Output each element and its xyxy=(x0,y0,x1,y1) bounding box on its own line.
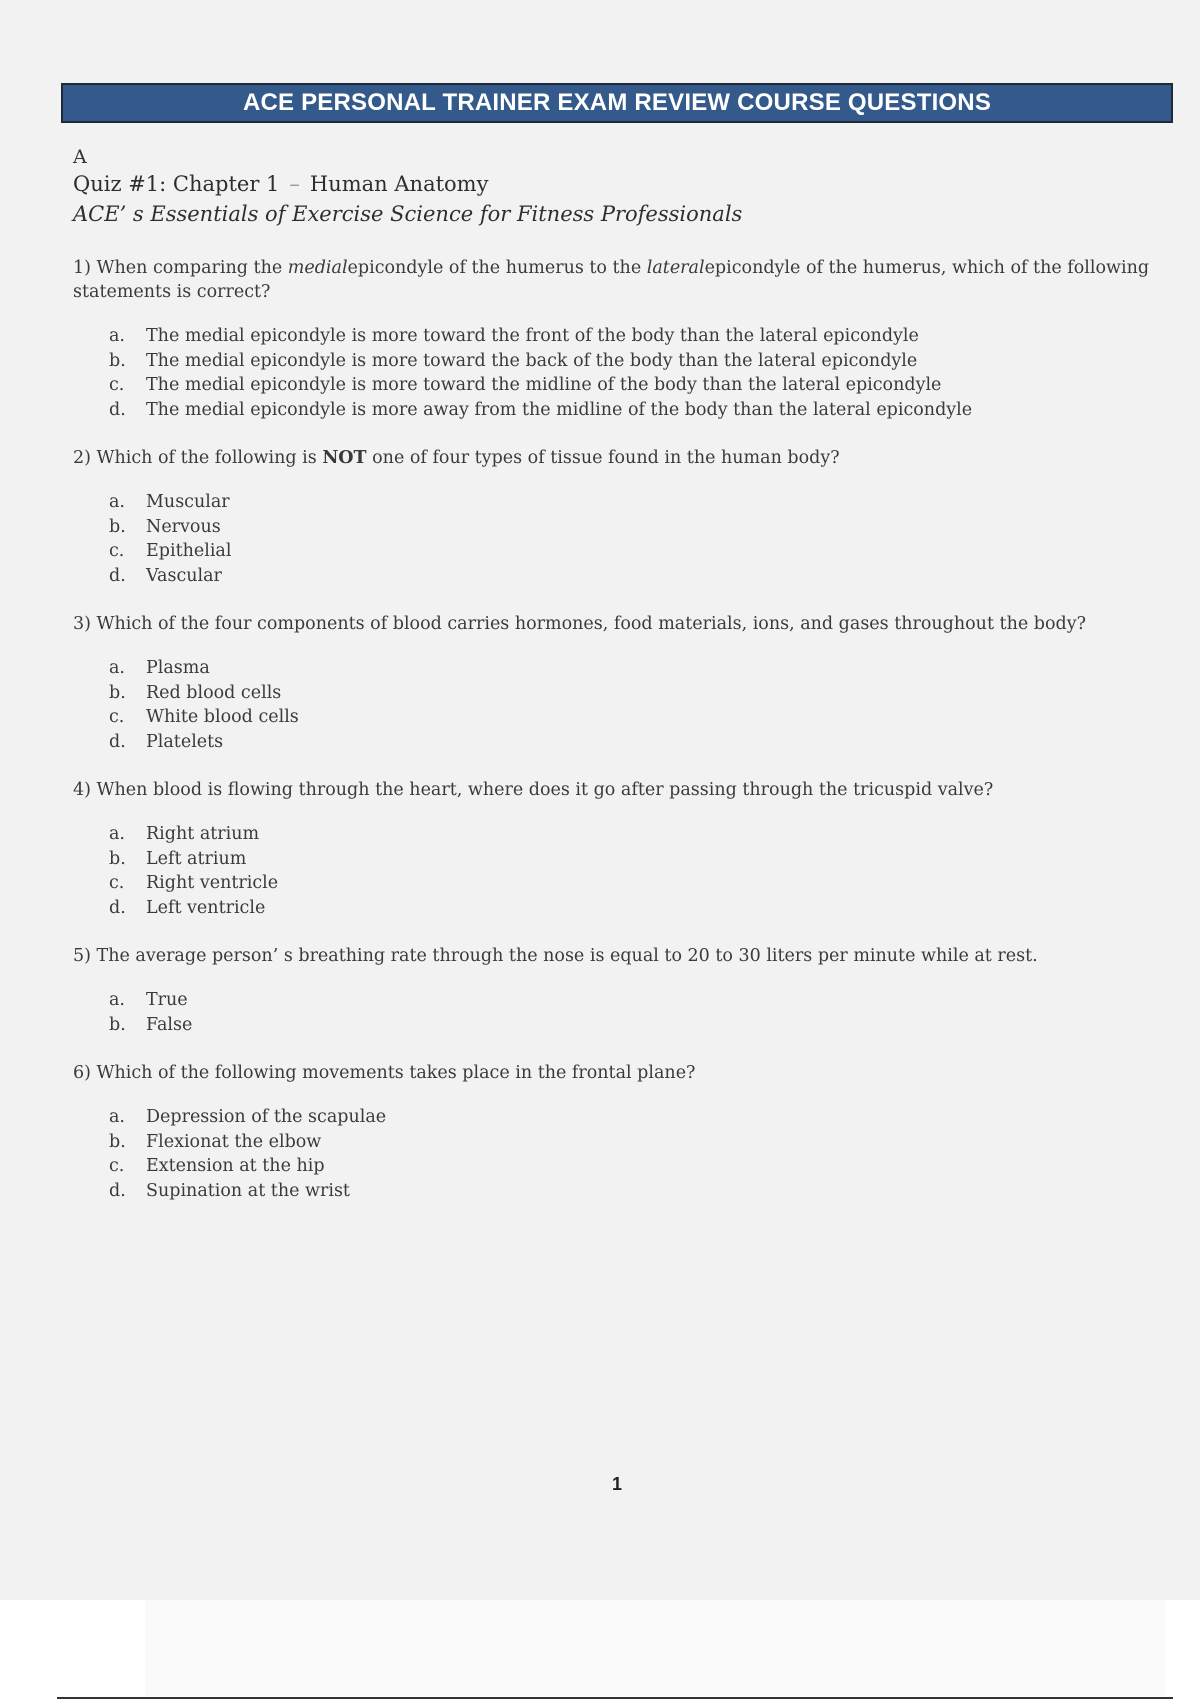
option-item xyxy=(109,349,1153,374)
option-label: a. xyxy=(109,326,125,346)
option-item xyxy=(109,564,1153,589)
question-text-part: one of four types of tissue found in the human body? xyxy=(366,448,840,468)
option-label: d. xyxy=(109,1180,126,1201)
option-text: Extension at the hip xyxy=(146,1156,325,1176)
option-label: b. xyxy=(109,848,126,869)
option-text: Left atrium xyxy=(146,848,247,869)
option-label: b. xyxy=(109,1131,126,1152)
option-list xyxy=(73,822,1153,920)
option-label: d. xyxy=(109,897,126,918)
option-item xyxy=(109,1105,1153,1130)
option-item xyxy=(109,730,1153,755)
option-text: Right ventricle xyxy=(146,873,279,893)
question-6 xyxy=(73,1061,1153,1203)
option-item xyxy=(109,515,1153,540)
option-text: Red blood cells xyxy=(146,682,282,703)
book-subtitle: ACE’ s Essentials of Exercise Science for Fitness Professionals xyxy=(73,202,743,226)
option-label: c. xyxy=(109,541,125,561)
quiz-topic: Human Anatomy xyxy=(309,172,489,196)
option-item xyxy=(109,847,1153,872)
question-3 xyxy=(73,612,1153,754)
option-text: White blood cells xyxy=(146,707,299,727)
quiz-title xyxy=(73,172,488,196)
option-list xyxy=(73,490,1153,588)
question-4 xyxy=(73,778,1153,920)
option-list xyxy=(73,988,1153,1037)
option-label: a. xyxy=(109,990,125,1010)
question-text: 4) When blood is flowing through the heart, where does it go after passing through the tricuspid valve? xyxy=(73,780,994,800)
option-text: Plasma xyxy=(146,658,210,678)
option-text: The medial epicondyle is more toward the back of the body than the lateral epicondyle xyxy=(146,350,918,371)
question-text-part: epicondyle of the humerus to the xyxy=(347,258,647,278)
option-item xyxy=(109,822,1153,847)
page-number: 1 xyxy=(611,1474,622,1494)
option-item xyxy=(109,681,1153,706)
option-item xyxy=(109,324,1153,349)
question-1 xyxy=(73,256,1153,422)
option-list xyxy=(73,324,1153,422)
option-text: Depression of the scapulae xyxy=(146,1107,387,1127)
option-text: Vascular xyxy=(146,565,222,586)
question-emphasis: lateral xyxy=(646,258,705,278)
quiz-title-text: Quiz #1: Chapter 1 xyxy=(73,172,280,196)
option-text: The medial epicondyle is more toward the front of the body than the lateral epicondyle xyxy=(146,326,919,346)
option-label: a. xyxy=(109,824,125,844)
option-item xyxy=(109,539,1153,564)
option-label: a. xyxy=(109,658,125,678)
question-text-part: epicondyle of the humerus, which of the following statements is correct? xyxy=(73,258,1150,302)
option-text: True xyxy=(146,990,188,1010)
option-text: Left ventricle xyxy=(146,897,266,918)
next-page-preview xyxy=(145,1600,1165,1696)
question-text xyxy=(73,446,1153,470)
question-2 xyxy=(73,446,1153,588)
option-text: Flexionat the elbow xyxy=(146,1131,322,1152)
option-item xyxy=(109,1130,1153,1155)
question-text: 5) The average person’ s breathing rate through the nose is equal to 20 to 30 liters per minute while at rest. xyxy=(73,946,1038,966)
question-5 xyxy=(73,944,1153,1037)
option-item xyxy=(109,705,1153,730)
option-label: c. xyxy=(109,873,125,893)
option-text: The medial epicondyle is more toward the midline of the body than the lateral epicondyle xyxy=(146,375,942,395)
option-item xyxy=(109,373,1153,398)
option-label: b. xyxy=(109,682,126,703)
option-text: Platelets xyxy=(146,731,224,752)
option-label: b. xyxy=(109,516,126,537)
option-label: d. xyxy=(109,731,126,752)
question-list xyxy=(73,256,1153,1227)
quiz-title-dash: – xyxy=(289,172,300,196)
option-item xyxy=(109,1013,1153,1038)
option-label: d. xyxy=(109,399,126,420)
option-text: Supination at the wrist xyxy=(146,1180,350,1201)
option-item xyxy=(109,1154,1153,1179)
option-item xyxy=(109,896,1153,921)
option-item xyxy=(109,398,1153,423)
option-label: d. xyxy=(109,565,126,586)
question-text-part: 1) When comparing the xyxy=(73,258,288,278)
option-text: False xyxy=(146,1014,193,1035)
option-text: Nervous xyxy=(146,516,221,537)
option-text: Epithelial xyxy=(146,541,232,561)
question-text: 3) Which of the four components of blood carries hormones, food materials, ions, and gases throughout the body? xyxy=(73,614,1086,634)
question-bold: NOT xyxy=(322,448,367,468)
option-label: b. xyxy=(109,1014,126,1035)
bottom-divider xyxy=(57,1697,1173,1699)
question-text: 6) Which of the following movements takes place in the frontal plane? xyxy=(73,1063,696,1083)
option-text: The medial epicondyle is more away from the midline of the body than the lateral epicondyle xyxy=(146,399,973,420)
option-text: Right atrium xyxy=(146,824,260,844)
question-text-part: 2) Which of the following is xyxy=(73,448,323,468)
header-title: ACE PERSONAL TRAINER EXAM REVIEW COURSE QUESTIONS xyxy=(242,89,992,116)
option-item xyxy=(109,1179,1153,1204)
option-label: c. xyxy=(109,1156,125,1176)
version-letter: A xyxy=(73,146,87,168)
question-text xyxy=(73,256,1153,304)
option-item xyxy=(109,490,1153,515)
option-text: Muscular xyxy=(146,492,230,512)
option-label: c. xyxy=(109,707,125,727)
option-label: b. xyxy=(109,350,126,371)
option-list xyxy=(73,656,1153,754)
option-label: c. xyxy=(109,375,125,395)
option-list xyxy=(73,1105,1153,1203)
option-item xyxy=(109,871,1153,896)
question-emphasis: medial xyxy=(287,258,348,278)
option-label: a. xyxy=(109,1107,125,1127)
option-item xyxy=(109,988,1153,1013)
option-item xyxy=(109,656,1153,681)
option-label: a. xyxy=(109,492,125,512)
header-banner xyxy=(61,83,1173,123)
